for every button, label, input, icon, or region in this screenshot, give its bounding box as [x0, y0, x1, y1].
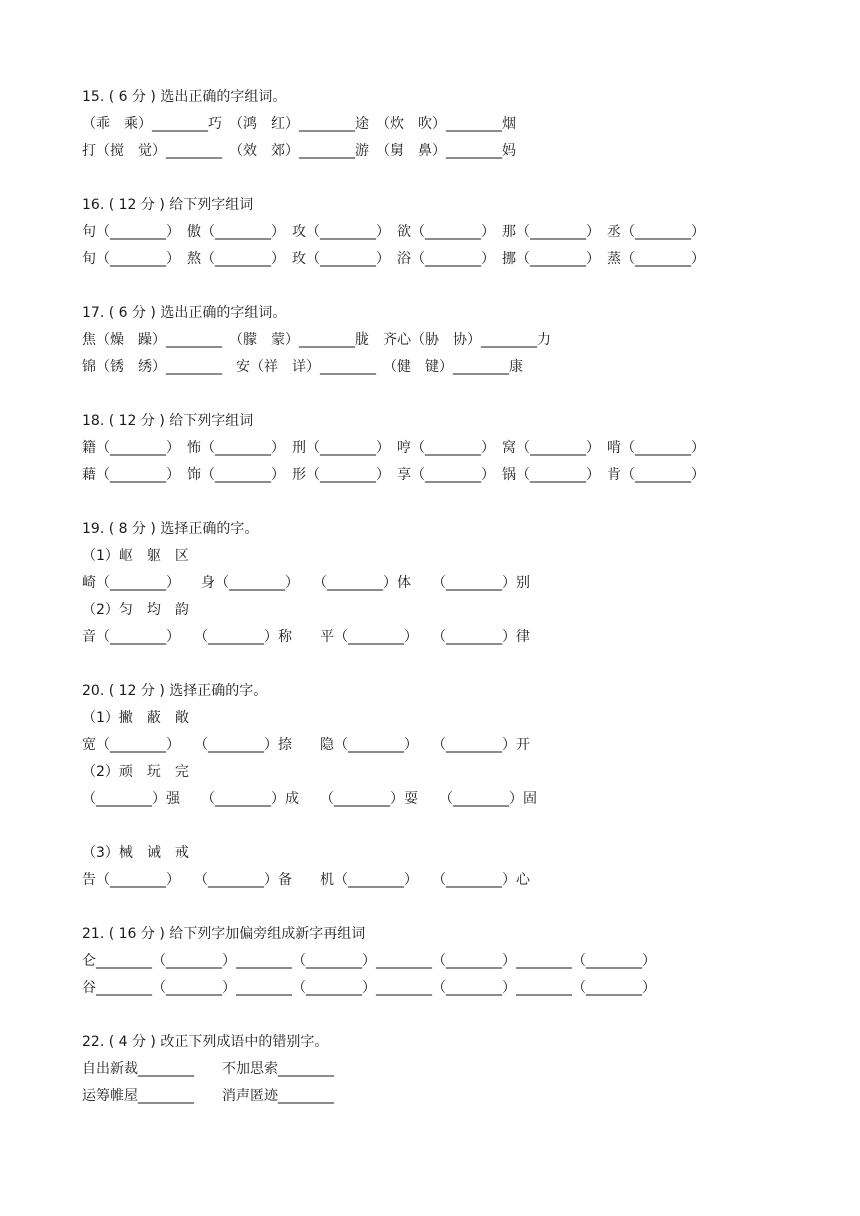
- q20-subq-3: （3）械 诫 戒: [82, 845, 189, 861]
- q15-line-2: 打（搅 觉）________ （效 郊）________游 （舅 鼻）________妈: [82, 143, 516, 159]
- q19-line-1: 崎（________） 身（________） （________）体 （________）别: [82, 575, 530, 591]
- q20-line-3: 告（________） （________）备 机（________） （________）心: [82, 872, 530, 888]
- q19-title: 19. ( 8 分 ) 选择正确的字。: [82, 521, 259, 537]
- q20-title: 20. ( 12 分 ) 选择正确的字。: [82, 683, 268, 699]
- q16-title: 16. ( 12 分 ) 给下列字组词: [82, 197, 254, 213]
- q22-line-1: 自出新裁________ 不加思索________: [82, 1061, 334, 1077]
- q22-title: 22. ( 4 分 ) 改正下列成语中的错别字。: [82, 1034, 329, 1050]
- q21-line-2: 谷________（________）________（________）________（________）________（________）: [82, 980, 656, 996]
- q22-line-2: 运筹帷屋________ 消声匿迹________: [82, 1088, 334, 1104]
- q19-line-2: 音（________） （________）称 平（________） （________）律: [82, 629, 530, 645]
- q18-line-2: 藉（________） 饰（________） 形（________） 享（________） 锅（________） 肯（________）: [82, 467, 705, 483]
- q16-line-2: 旬（________） 熬（________） 玫（________） 浴（________） 挪（________） 蒸（________）: [82, 251, 705, 267]
- q21-line-1: 仑________（________）________（________）________（________）________（________）: [82, 953, 656, 969]
- q15-line-1: （乖 乘）________巧 （鸿 红）________途 （炊 吹）________烟: [82, 116, 516, 132]
- q20-line-2: （________）强 （________）成 （________）耍 （________）固: [82, 791, 537, 807]
- q16-line-1: 句（________） 傲（________） 攻（________） 欲（________） 那（________） 丞（________）: [82, 224, 705, 240]
- q17-title: 17. ( 6 分 ) 选出正确的字组词。: [82, 305, 287, 321]
- q15-title: 15. ( 6 分 ) 选出正确的字组词。: [82, 89, 287, 105]
- q20-subq-2: （2）顽 玩 完: [82, 764, 189, 780]
- q19-subq-1: （1）岖 躯 区: [82, 548, 189, 564]
- q19-subq-2: （2）匀 均 韵: [82, 602, 189, 618]
- q17-line-2: 锦（锈 绣）________ 安（祥 详）________ （健 键）________康: [82, 359, 523, 375]
- q17-line-1: 焦（燥 躁）________ （朦 蒙）________胧 齐心（胁 协）________力: [82, 332, 551, 348]
- q18-line-1: 籍（________） 怖（________） 刑（________） 哼（________） 窝（________） 啃（________）: [82, 440, 705, 456]
- q20-line-1: 宽（________） （________）捺 隐（________） （________）开: [82, 737, 530, 753]
- q18-title: 18. ( 12 分 ) 给下列字组词: [82, 413, 254, 429]
- q20-subq-1: （1）撇 蔽 敞: [82, 710, 189, 726]
- q21-title: 21. ( 16 分 ) 给下列字加偏旁组成新字再组词: [82, 926, 366, 942]
